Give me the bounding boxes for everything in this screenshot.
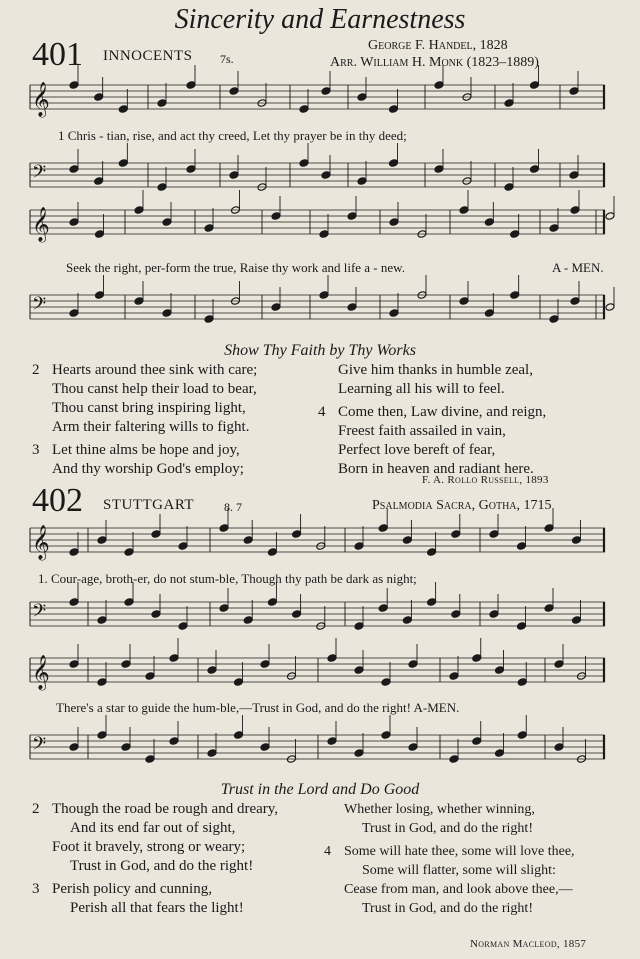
author-credit: F. A. Rollo Russell, 1893 [422,474,549,486]
hymn-subtitle: Show Thy Faith by Thy Works [224,342,416,359]
hymn-subtitle: Trust in the Lord and Do Good [220,781,420,798]
svg-text:𝄞: 𝄞 [32,655,50,690]
svg-text:𝄞: 𝄞 [32,82,50,117]
tune-name: STUTTGART [103,497,195,513]
verse: 4 Come then, Law divine, and reign, Freest faith assailed in vain, Perfect love bereft of fear, Born in heaven and radiant here. [318,404,547,477]
verse: 3 Let thine alms be hope and joy, And thy worship God's employ; [32,442,244,477]
tune-name: INNOCENTS [103,48,193,64]
lyrics-line: Seek the right, per-form the true, Raise thy work and life a - new. [66,260,405,275]
svg-text:𝄢: 𝄢 [32,601,47,626]
verse: 4 Some will hate thee, some will love thee, Some will flatter, some will slight: Cease from man, and look above thee,— Trust in God, and do the right! [324,844,575,916]
hymn-number: 402 [32,482,83,519]
verse: Give him thanks in humble zeal, Learning all his will to feel. [338,362,533,397]
composer-credit: George F. Handel, 1828 [368,38,508,53]
verse-column-right [318,361,546,479]
verse: 2 Though the road be rough and dreary, And its end far out of sight, Foot it bravely, strong or weary; Trust in God, and do the right! [32,801,279,874]
source-credit: Psalmodia Sacra, Gotha, 1715 [372,498,552,513]
svg-text:𝄢: 𝄢 [32,162,47,187]
lyrics-line: There's a star to guide the hum-ble,—Trust in God, and do the right! A-MEN. [56,700,460,715]
author-credit: Norman Macleod, 1857 [470,938,587,950]
verse-column-right [324,800,575,918]
verse-column-left [32,361,257,479]
svg-text:𝄞: 𝄞 [32,525,50,560]
hymn-number: 401 [32,36,83,73]
verse: 2 Hearts around thee sink with care; Thou canst help their load to bear, Thou canst bring inspiring light, Arm their faltering wills to fight. [32,362,258,435]
meter: 8. 7 [224,500,242,514]
page-title: Sincerity and Earnestness [174,4,466,35]
arranger-credit: Arr. William H. Monk (1823–1889) [330,55,539,70]
svg-text:𝄢: 𝄢 [32,734,47,759]
meter: 7s. [220,52,234,66]
svg-text:𝄞: 𝄞 [32,207,50,242]
lyrics-line: 1 Chris - tian, rise, and act thy creed, Let thy prayer be in thy deed; [58,128,407,143]
verse: Whether losing, whether winning, Trust in God, and do the right! [344,802,535,836]
verse: 3 Perish policy and cunning, Perish all that fears the light! [32,881,244,916]
lyrics-line: 1. Cour-age, broth-er, do not stum-ble, Though thy path be dark as night; [38,571,417,586]
amen: A - MEN. [552,260,604,275]
svg-text:𝄢: 𝄢 [32,294,47,319]
verse-column-left [32,800,278,918]
